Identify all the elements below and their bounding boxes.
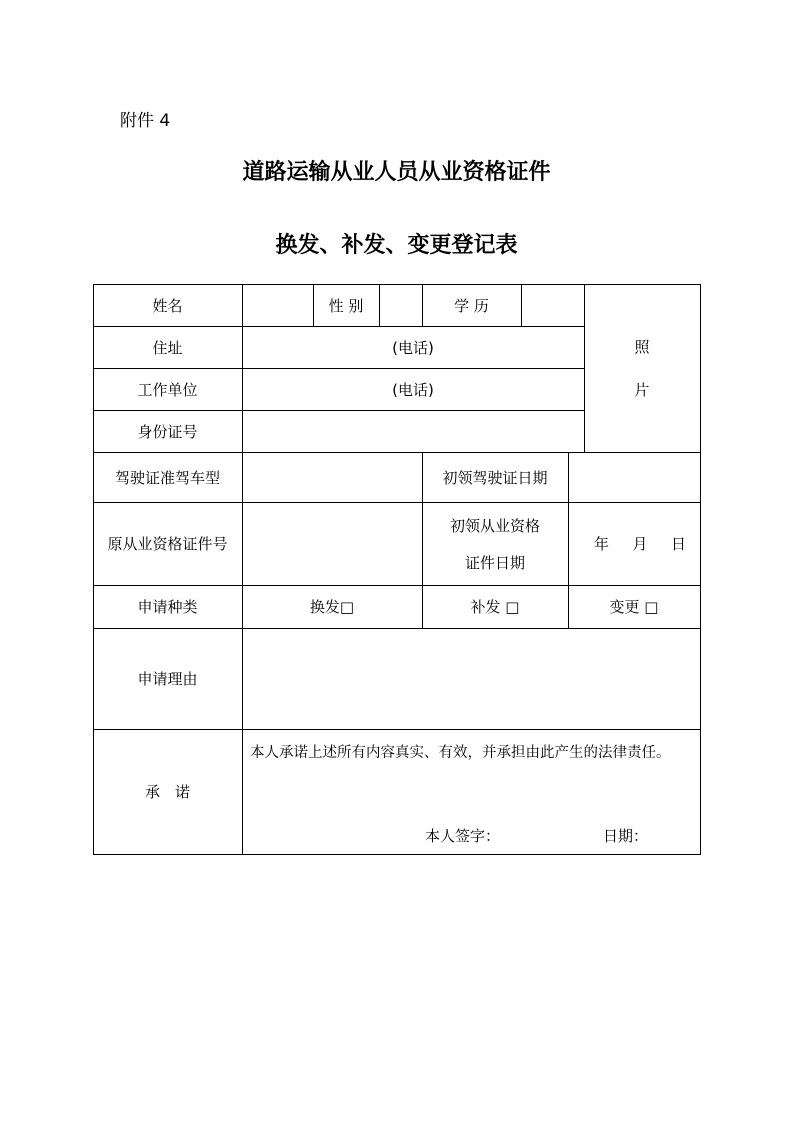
vehicle-type-field[interactable] [243, 453, 422, 502]
document-subtitle: 换发、补发、变更登记表 [275, 233, 518, 258]
signature-label[interactable]: 本人签字： [425, 826, 501, 845]
date-label[interactable]: 日期： [603, 826, 649, 845]
education-label: 学 历 [454, 296, 489, 315]
attachment-label: 附件 4 [120, 111, 171, 131]
reissue-checkbox[interactable]: 补发 □ [470, 598, 520, 616]
change-checkbox[interactable]: 变更 □ [609, 598, 659, 616]
gender-label: 性 别 [328, 296, 364, 315]
first-license-date-field[interactable] [569, 453, 700, 502]
photo-label-2: 片 [634, 381, 650, 399]
name-field[interactable] [243, 285, 313, 326]
vehicle-type-label: 驾驶证准驾车型 [114, 468, 220, 487]
pledge-text: 本人承诺上述所有内容真实、有效，并承担由此产生的法律责任。 [250, 744, 671, 761]
photo-label-1: 照 [634, 338, 650, 356]
date-year: 年 [594, 535, 610, 553]
employer-label: 工作单位 [137, 380, 198, 399]
first-license-date-label: 初领驾驶证日期 [442, 468, 548, 487]
first-cert-date-label-line1: 初领从业资格 [449, 516, 540, 535]
orig-cert-no-label: 原从业资格证件号 [107, 535, 228, 553]
name-label: 姓名 [152, 296, 183, 315]
reason-label: 申请理由 [137, 670, 198, 688]
id-number-field[interactable] [243, 411, 584, 452]
date-month: 月 [632, 535, 648, 553]
pledge-label: 承 诺 [144, 783, 190, 801]
address-label: 住址 [152, 338, 183, 357]
rule [93, 854, 701, 855]
education-field[interactable] [522, 285, 584, 326]
first-cert-date-field[interactable] [568, 502, 700, 585]
document-title: 道路运输从业人员从业资格证件 [242, 160, 551, 185]
reason-field[interactable] [243, 629, 700, 729]
first-cert-date-label [422, 502, 568, 585]
gender-field[interactable] [380, 285, 422, 326]
first-cert-date-label-line2: 证件日期 [464, 553, 525, 572]
date-day: 日 [670, 535, 686, 553]
address-phone-field[interactable]: (电话) [392, 338, 434, 357]
rule [700, 284, 701, 855]
employer-phone-field[interactable]: (电话) [392, 380, 434, 399]
photo-area [584, 284, 700, 452]
renew-checkbox[interactable]: 换发□ [309, 598, 355, 616]
apply-type-label: 申请种类 [137, 598, 198, 616]
id-number-label: 身份证号 [137, 422, 198, 441]
orig-cert-no-field[interactable] [243, 503, 422, 585]
